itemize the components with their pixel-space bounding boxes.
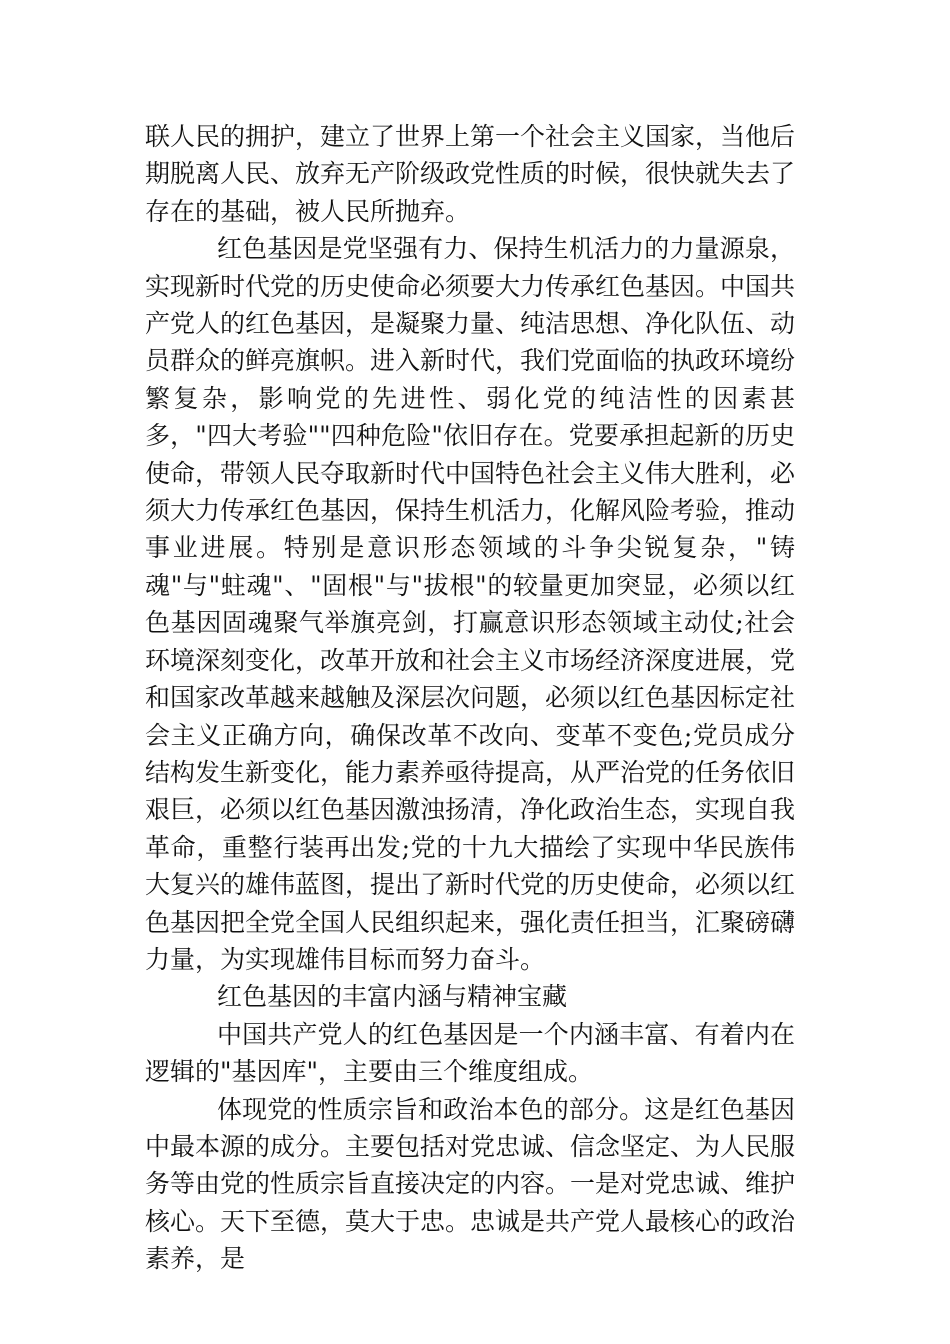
paragraph-gene-library: 中国共产党人的红色基因是一个内涵丰富、有着内在逻辑的"基因库"，主要由三个维度组成。 [145,1019,795,1087]
section-heading: 红色基因的丰富内涵与精神宝藏 [217,982,568,1012]
document-page [145,118,795,1278]
paragraph-party-nature: 体现党的性质宗旨和政治本色的部分。这是红色基因中最本源的成分。主要包括对党忠诚、信念坚定、为人民服务等由党的性质宗旨直接决定的内容。一是对党忠诚、维护核心。天下至德，莫大于忠。忠诚是共产党人最核心的政治素养，是 [145,1094,796,1274]
paragraph-continuation: 联人民的拥护，建立了世界上第一个社会主义国家，当他后期脱离人民、放弃无产阶级政党性质的时候，很快就失去了存在的基础，被人民所抛弃。 [145,122,796,226]
paragraph-red-gene-source: 红色基因是党坚强有力、保持生机活力的力量源泉，实现新时代党的历史使命必须要大力传承红色基因。中国共产党人的红色基因，是凝聚力量、纯洁思想、净化队伍、动员群众的鲜亮旗帜。进入新时代，我们党面临的执政环境纷繁复杂，影响党的先进性、弱化党的纯洁性的因素甚多，"四大考验""四种危险"依旧存在。党要承担起新的历史使命，带领人民夺取新时代中国特色社会主义伟大胜利，必须大力传承红色基因，保持生机活力，化解风险考验，推动事业进展。特别是意识形态领域的斗争尖锐复杂，"铸魂"与"蛀魂"、"固根"与"拔根"的较量更加突显，必须以红色基因固魂聚气举旗亮剑，打赢意识形态领域主动仗;社会环境深刻变化，改革开放和社会主义市场经济深度进展，党和国家改革越来越触及深层次问题，必须以红色基因标定社会主义正确方向，确保改革不改向、变革不变色;党员成分结构发生新变化，能力素养亟待提高，从严治党的任务依旧艰巨，必须以红色基因激浊扬清，净化政治生态，实现自我革命，重整行装再出发;党的十九大描绘了实现中华民族伟大复兴的雄伟蓝图，提出了新时代党的历史使命，必须以红色基因把全党全国人民组织起来，强化责任担当，汇聚磅礴力量，为实现雄伟目标而努力奋斗。 [145,234,796,974]
